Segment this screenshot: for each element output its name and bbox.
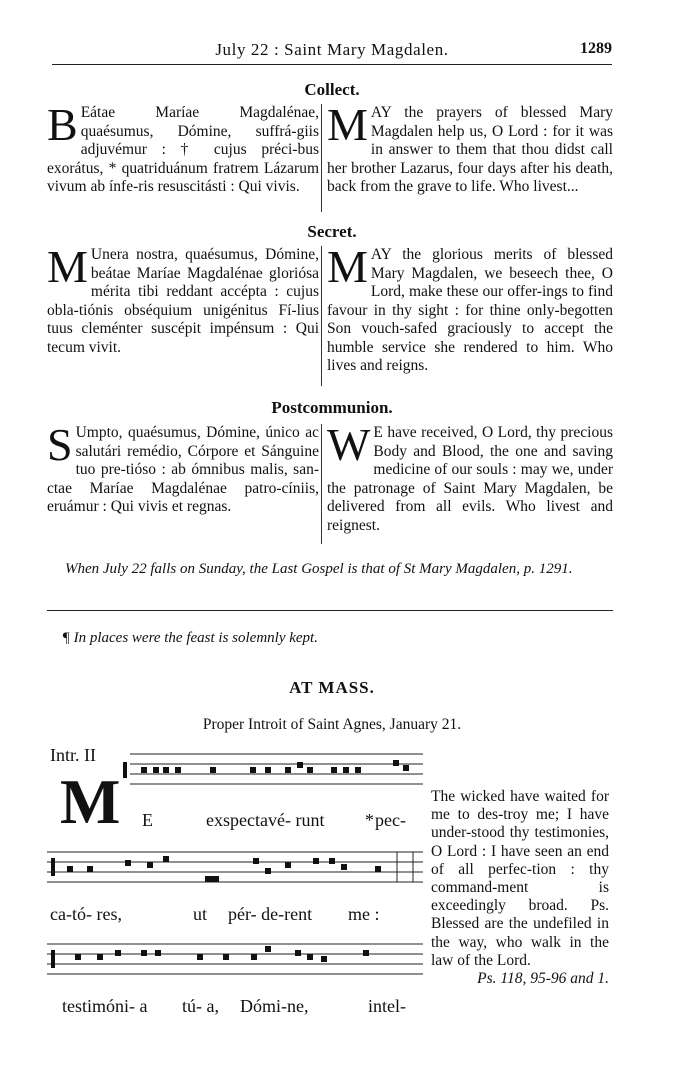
column-divider — [321, 104, 322, 212]
postcommunion-english-text: E have received, O Lord, thy precious Body and Blood, the one and saving medicine of our souls : may we, under the patronage of Saint Mary Magdalen, be delivered from all evils. Who livest and reignest. — [327, 424, 613, 534]
column-divider — [321, 246, 322, 386]
column-divider — [321, 424, 322, 544]
collect-heading: Collect. — [304, 80, 360, 99]
lyric-1c: * — [365, 810, 374, 830]
section-rule — [47, 610, 613, 611]
collect-english — [327, 99, 613, 197]
lyric-3c: Dómi-ne, — [240, 996, 309, 1016]
secret-heading: Secret. — [307, 222, 357, 241]
secret-latin — [47, 241, 319, 357]
collect-latin-text: Eátae Maríae Magdalénae, quaésumus, Dómine, suffrá-giis adjuvémur : † cujus préci-bus exorátus, * quatriduánum fratrem Lázarum vivum ab ínfe-ris resuscitásti : Qui vivis. — [47, 104, 319, 195]
rubric-solemn-feast: ¶ In places were the feast is solemnly kept. — [62, 630, 318, 646]
lyric-3b: tú- a, — [182, 996, 219, 1016]
secret-english-initial: M — [327, 241, 368, 292]
neumes-1 — [123, 760, 409, 778]
neumes-2 — [51, 856, 381, 882]
lyric-3d: intel- — [368, 996, 406, 1016]
collect-latin-initial: B — [47, 99, 78, 150]
collect-english-initial: M — [327, 99, 368, 150]
lyric-2a: ca-tó- res, — [50, 904, 122, 924]
collect-latin — [47, 99, 319, 197]
translation-text: The wicked have waited for me to des-troy me; I have under-stood thy testimonies, O Lord : I have seen an end of all perfec-tion : thy command-ment is exceedingly broad. Ps. Blessed are the undefiled in the way, who walk in the law of the Lord. — [431, 788, 609, 969]
introit-mode-label: Intr. II — [50, 745, 96, 765]
postcommunion-latin — [47, 419, 319, 517]
lyric-2d: me : — [348, 904, 380, 924]
secret-english — [327, 241, 613, 376]
page-number: 1289 — [580, 40, 612, 57]
neumes-3 — [51, 946, 369, 968]
lyric-2b: ut — [193, 904, 208, 924]
secret-english-text: AY the glorious merits of blessed Mary Magdalen, we beseech thee, O Lord, make these our offer-ings to find favour in thy sight : for thine only-begotten Son vouch-safed graciously to accept the humble service she rendered to him. Who lives and reigns. — [327, 246, 613, 374]
staff-3 — [47, 944, 423, 974]
staff-1 — [130, 754, 423, 784]
secret-latin-text: Unera nostra, quaésumus, Dómine, beátae Maríae Magdalénae gloriósa mérita tibi reddant accépta : cujus obla-tiónis obséquium unigénitus Fí-lius tuus cleménter suscépit impénsum : Qui tecum vivit. — [47, 246, 319, 356]
postcommunion-english — [327, 419, 613, 535]
secret-latin-initial: M — [47, 241, 88, 292]
chant-initial: M — [60, 766, 121, 837]
lyric-2c: pér- de-rent — [228, 904, 313, 924]
introit-translation — [431, 788, 609, 988]
lyric-1b: exspectavé- runt — [206, 810, 325, 830]
lyric-1d: pec- — [375, 810, 406, 830]
postcommunion-latin-initial: S — [47, 419, 73, 470]
staff-2 — [47, 852, 423, 882]
psalm-reference: Ps. 118, 95-96 and 1. — [477, 970, 609, 988]
postcommunion-latin-text: Umpto, quaésumus, Dómine, único ac salutári remédio, Córpore et Sánguine tuo pre-tióso : ab ómnibus malis, san-ctae Maríae Magdalénae patro-cíniis, eruámur : Qui vivis et regnas. — [47, 424, 319, 515]
at-mass-heading: AT MASS. — [289, 678, 375, 697]
lyric-1a: E — [142, 810, 153, 830]
postcommunion-heading: Postcommunion. — [271, 398, 393, 417]
running-title: July 22 : Saint Mary Magdalen. — [215, 40, 449, 59]
running-header — [52, 38, 612, 65]
sunday-note: When July 22 falls on Sunday, the Last Gospel is that of St Mary Magdalen, p. 1291. — [65, 561, 573, 577]
postcommunion-english-initial: W — [327, 419, 371, 470]
collect-english-text: AY the prayers of blessed Mary Magdalen help us, O Lord : for it was in answer to them that thou didst call her brother Lazarus, four days after his death, back from the grave to life. Who livest... — [327, 104, 613, 195]
introit-title: Proper Introit of Saint Agnes, January 21. — [202, 716, 462, 733]
lyric-3a: testimóni- a — [62, 996, 148, 1016]
chant-notation — [45, 740, 425, 1030]
